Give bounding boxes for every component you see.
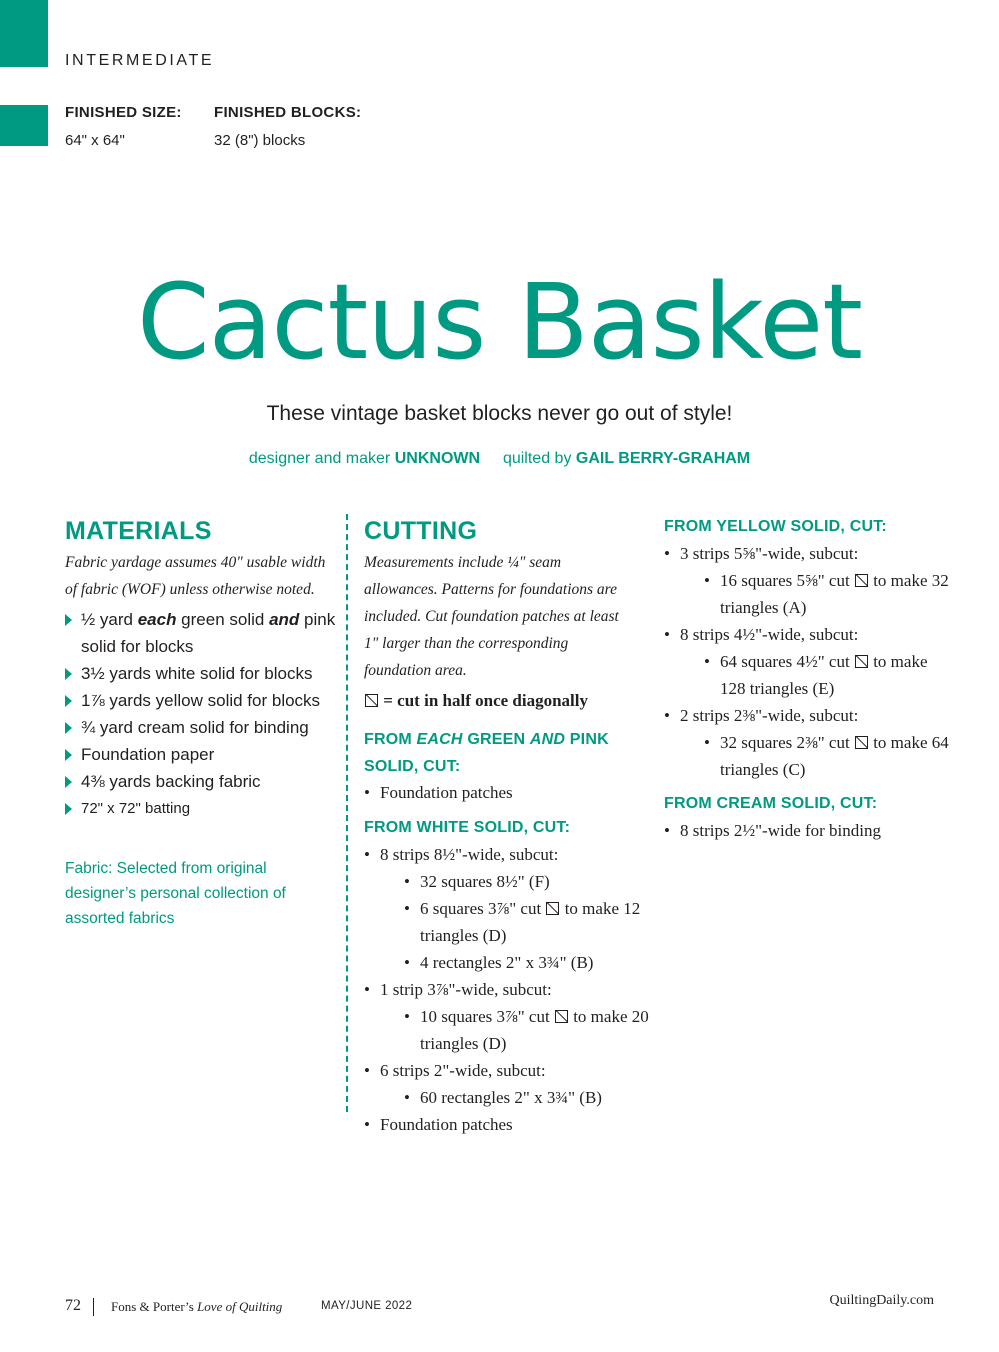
list-item: • 16 squares 5⅝" cut to make 32 triangles (A)	[704, 567, 954, 621]
list-item: ½ yard each green solid and pink solid for blocks	[65, 606, 340, 660]
cream-heading: FROM CREAM SOLID, CUT:	[664, 795, 878, 812]
list-item: • Foundation patches	[364, 1111, 654, 1138]
finished-size-label: FINISHED SIZE:	[65, 104, 182, 121]
fabric-note: Fabric: Selected from original designer’s personal collection of assorted fabrics	[65, 860, 286, 927]
list-item: • 2 strips 2⅜"-wide, subcut: • 32 squares 2⅜" cut to make 64 triangles (C)	[664, 702, 954, 783]
list-item: 1⅞ yards yellow solid for blocks	[65, 687, 340, 714]
cutting-heading: CUTTING	[364, 517, 478, 545]
diagonal-cut-icon	[555, 1010, 568, 1023]
yellow-heading: FROM YELLOW SOLID, CUT:	[664, 518, 887, 535]
list-item: • 64 squares 4½" cut to make 128 triangles (E)	[704, 648, 954, 702]
skill-level: INTERMEDIATE	[65, 52, 215, 69]
page-number: 72	[65, 1297, 81, 1314]
magazine-name: Fons & Porter’s Love of Quilting	[111, 1299, 283, 1314]
triangle-bullet-icon	[65, 695, 72, 707]
list-item: • 10 squares 3⅞" cut to make 20 triangles (D)	[404, 1003, 654, 1057]
list-item: • 4 rectangles 2" x 3¾" (B)	[404, 949, 654, 976]
cut-legend: = cut in half once diagonally	[364, 687, 639, 714]
diagonal-cut-icon	[546, 902, 559, 915]
list-item: • 6 squares 3⅞" cut to make 12 triangles (D)	[404, 895, 654, 949]
finished-blocks-value: 32 (8") blocks	[214, 132, 306, 149]
subtitle: These vintage basket blocks never go out of style!	[266, 402, 733, 425]
footer-divider	[93, 1298, 94, 1316]
credits	[0, 450, 999, 468]
triangle-bullet-icon	[65, 614, 72, 626]
cream-list	[664, 817, 954, 844]
cutting-note: Measurements include ¼" seam allowances. Patterns for foundations are included. Cut foundation patches at least 1" larger than the corresponding foundation area.	[364, 554, 619, 679]
quilter-name: GAIL BERRY-GRAHAM	[575, 450, 751, 467]
accent-block-mid	[0, 105, 48, 146]
materials-list	[65, 606, 340, 822]
finished-blocks-label: FINISHED BLOCKS:	[214, 104, 362, 121]
finished-size-value: 64" x 64"	[65, 132, 125, 149]
list-item: • 32 squares 2⅜" cut to make 64 triangles (C)	[704, 729, 954, 783]
accent-block-top	[0, 0, 48, 67]
materials-note: Fabric yardage assumes 40" usable width of fabric (WOF) unless otherwise noted.	[65, 554, 326, 598]
issue-date: MAY/JUNE 2022	[321, 1300, 413, 1312]
list-item: • 6 strips 2"-wide, subcut: • 60 rectangles 2" x 3¾" (B)	[364, 1057, 654, 1111]
list-item: • 8 strips 4½"-wide, subcut: • 64 squares 4½" cut to make 128 triangles (E)	[664, 621, 954, 702]
list-item: • 60 rectangles 2" x 3¾" (B)	[404, 1084, 654, 1111]
green-pink-heading: FROM EACH GREEN AND PINK SOLID, CUT:	[364, 731, 609, 775]
materials-heading: MATERIALS	[65, 517, 212, 545]
triangle-bullet-icon	[65, 803, 72, 815]
yellow-list	[664, 540, 954, 783]
list-item: • 1 strip 3⅞"-wide, subcut: • 10 squares 3⅞" cut to make 20 triangles (D)	[364, 976, 654, 1057]
green-pink-list	[364, 779, 644, 806]
diagonal-cut-icon	[855, 574, 868, 587]
list-item: ¾ yard cream solid for binding	[65, 714, 340, 741]
white-list	[364, 841, 654, 1138]
website: QuiltingDaily.com	[829, 1293, 934, 1308]
list-item: 4⅜ yards backing fabric	[65, 768, 340, 795]
list-item: 72" x 72" batting	[65, 795, 340, 822]
list-item: • 32 squares 8½" (F)	[404, 868, 654, 895]
diagonal-cut-icon	[365, 694, 378, 707]
white-heading: FROM WHITE SOLID, CUT:	[364, 819, 571, 836]
list-item: Foundation paper	[65, 741, 340, 768]
triangle-bullet-icon	[65, 749, 72, 761]
triangle-bullet-icon	[65, 722, 72, 734]
column-divider	[346, 514, 348, 1112]
triangle-bullet-icon	[65, 668, 72, 680]
triangle-bullet-icon	[65, 776, 72, 788]
designer-prefix: designer and maker	[248, 450, 391, 467]
list-item: • 3 strips 5⅝"-wide, subcut: • 16 squares 5⅝" cut to make 32 triangles (A)	[664, 540, 954, 621]
page-title: Cactus Basket	[136, 261, 862, 383]
designer-name: UNKNOWN	[394, 450, 481, 467]
list-item: • Foundation patches	[364, 779, 644, 806]
list-item: 3½ yards white solid for blocks	[65, 660, 340, 687]
quilter-prefix: quilted by	[502, 450, 572, 467]
list-item: • 8 strips 8½"-wide, subcut: • 32 squares 8½" (F) • 6 squares 3⅞" cut to make 12 triangles (D) • 4 rectangles 2" x 3¾" (B)	[364, 841, 654, 976]
list-item: • 8 strips 2½"-wide for binding	[664, 817, 954, 844]
diagonal-cut-icon	[855, 736, 868, 749]
diagonal-cut-icon	[855, 655, 868, 668]
